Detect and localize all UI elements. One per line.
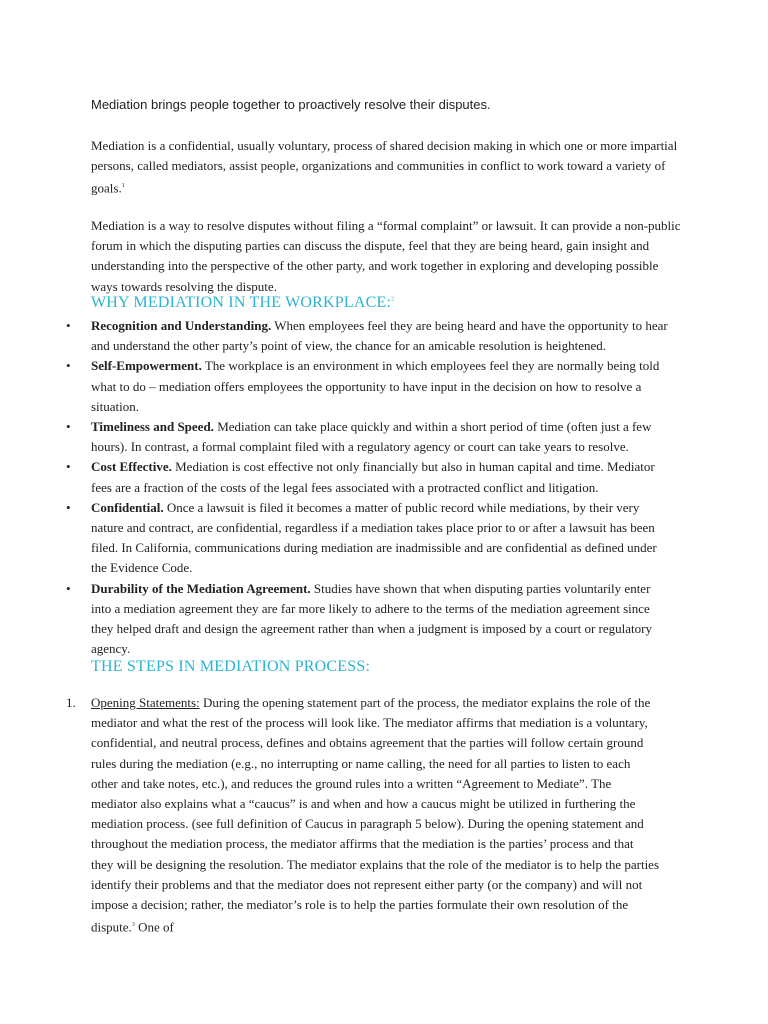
heading-text: WHY MEDIATION IN THE WORKPLACE: — [91, 294, 392, 311]
list-item — [0, 579, 671, 660]
list-item — [0, 498, 671, 579]
benefit-term: Durability of the Mediation Agreement. — [91, 580, 311, 596]
step-text-continued: One of — [134, 919, 174, 935]
list-item — [0, 693, 659, 938]
list-item — [0, 457, 671, 497]
paragraph-text: Mediation is a confidential, usually voluntary, process of shared decision making in which one or more impartial persons, called mediators, assist people, organizations and communities in conflict to work toward a variety of goals. — [91, 138, 678, 196]
bullet-glyph: • — [66, 318, 71, 333]
step-text: During the opening statement part of the process, the mediator explains the role of the mediator and what the rest of the process will look like. The mediator affirms that mediation is a voluntary, confidential, and neutral process, defines and obtains agreement that the parties will follow certain ground rules during the mediation (e.g., no interrupting or name calling, the need for all parties to listen to each other and take notes, etc.), and reduces the ground rules into a written “Agreement to Mediate”. The mediator also explains what a “caucus” is and when and how a caucus might be utilized in furthering the mediation process. (see full definition of Caucus in paragraph 5 below). During the opening statement and throughout the mediation process, the mediator affirms that the mediation is the parties’ process and that they will be designing the resolution. The mediator explains that the role of the mediator is to help the parties identify their problems and that the mediator does not represent either party (or the company) and will not impose a decision; rather, the mediator’s role is to help the parties formulate their own resolution of the dispute. — [91, 695, 660, 935]
footnote-marker[interactable]: 3 — [131, 922, 135, 929]
bullet-glyph: • — [66, 358, 71, 374]
bullet-glyph: • — [66, 580, 71, 596]
heading-why-mediation — [91, 294, 394, 312]
benefits-list — [0, 316, 768, 659]
benefit-text: Mediation can take place quickly and within a short period of time (often just a few hours). In contrast, a formal complaint filed with a regulatory agency or court can take years to resolve. — [91, 419, 652, 455]
benefit-term: Recognition and Understanding. — [91, 318, 272, 333]
paragraph-purpose: Mediation is a way to resolve disputes without filing a “formal complaint” or lawsuit. It can provide a non-public forum in which the disputing parties can discuss the dispute, feel that they are being heard, gain insight and understanding into the perspective of the other party, and work together in exploring and developing possible ways towards resolving the dispute. — [91, 218, 681, 294]
list-item — [0, 316, 671, 356]
lead-sentence: Mediation brings people together to proactively resolve their disputes. — [91, 97, 491, 112]
bullet-glyph: • — [66, 419, 71, 435]
footnote-marker[interactable]: 1 — [121, 183, 125, 190]
footnote-marker[interactable]: 2 — [391, 296, 395, 303]
steps-list — [0, 693, 768, 938]
step-number: 1. — [66, 695, 76, 710]
benefit-text: Studies have shown that when disputing parties voluntarily enter into a mediation agreement they are far more likely to adhere to the terms of the mediation agreement since they helped draft and design the agreement rather than when a judgment is imposed by a court or regulatory agency. — [91, 580, 652, 657]
benefit-term: Cost Effective. — [91, 459, 172, 475]
bullet-glyph: • — [66, 459, 71, 475]
benefit-text: Once a lawsuit is filed it becomes a matter of public record while mediations, by their very nature and contract, are confidential, regardless if a mediation takes place prior to or after a lawsuit has been filed. In California, communications during mediation are inadmissible and are confidential as defined under the Evidence Code. — [91, 499, 657, 576]
benefit-text: When employees feel they are being heard and have the opportunity to hear and understand the other party’s point of view, the chance for an amicable resolution is heightened. — [91, 318, 668, 354]
step-title: Opening Statements: — [91, 695, 200, 710]
paragraph-definition — [91, 136, 681, 199]
list-item — [0, 417, 671, 457]
benefit-term: Timeliness and Speed. — [91, 419, 214, 435]
bullet-glyph: • — [66, 499, 71, 515]
list-item — [0, 356, 671, 417]
benefit-text: Mediation is cost effective not only financially but also in human capital and time. Mediator fees are a fraction of the costs of the legal fees associated with a protracted conflict and litigation. — [91, 459, 655, 495]
benefit-term: Confidential. — [91, 499, 164, 515]
heading-steps: THE STEPS IN MEDIATION PROCESS: — [91, 658, 371, 675]
benefit-text: The workplace is an environment in which employees feel they are normally being told what to do – mediation offers employees the opportunity to have input in the decision on how to resolve a situation. — [91, 358, 660, 414]
benefit-term: Self-Empowerment. — [91, 358, 202, 374]
